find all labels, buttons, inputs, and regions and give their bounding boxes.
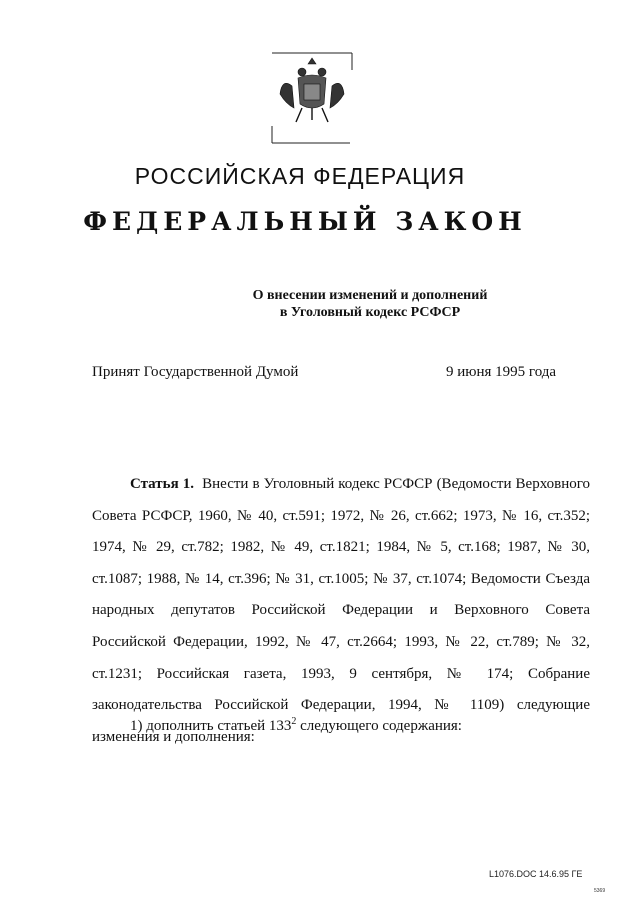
country-heading: РОССИЙСКАЯ ФЕДЕРАЦИЯ: [134, 163, 466, 189]
article-1-paragraph: [92, 469, 590, 753]
item-1-superscript: 2: [291, 716, 297, 727]
coat-of-arms-emblem: [268, 50, 356, 146]
law-title-line-1: О внесении изменений и дополнений: [252, 288, 488, 303]
article-1-text: Внести в Уголовный кодекс РСФСР (Ведомости Верховного Совета РСФСР, 1960, № 40, ст.591; 1972, № 26, ст.662; 1973, № 16, ст.352; 1974, № 29, ст.782; 1982, № 49, ст.1821; 1984, № 5, ст.168; 1987, № 30, ст.1087; 1988, № 14, ст.396; № 31, ст.1005; № 37, ст.1074; Ведомости Съезда народных депутатов Российской Федерации и Верховного Совета Российской Федерации, 1992, № 47, ст.2664; 1993, № 22, ст.789; № 32, ст.1231; Российская газета, 1993, 9 сентября, № 174; Собрание законодательства Российской Федерации, 1994, № 1109) следующие изменения и дополнения:: [92, 476, 591, 745]
law-title: [0, 287, 640, 321]
law-title-line-2: в Уголовный кодекс РСФСР: [279, 305, 461, 320]
document-type-heading: ФЕДЕРАЛЬНЫЙ ЗАКОН: [83, 207, 527, 236]
item-1-suffix: следующего содержания:: [296, 718, 462, 734]
article-label: Статья 1.: [130, 476, 195, 492]
adoption-date: 9 июня 1995 года: [446, 364, 557, 380]
double-headed-eagle-icon: [268, 50, 356, 146]
document-number: 5369: [594, 888, 606, 894]
adopted-by: Принят Государственной Думой: [92, 364, 299, 380]
document-file-footer: L1076.DOC 14.6.95 ГЕ: [489, 869, 583, 879]
article-1-item-1: [130, 716, 462, 735]
item-1-prefix: 1) дополнить статьей 133: [130, 718, 292, 734]
